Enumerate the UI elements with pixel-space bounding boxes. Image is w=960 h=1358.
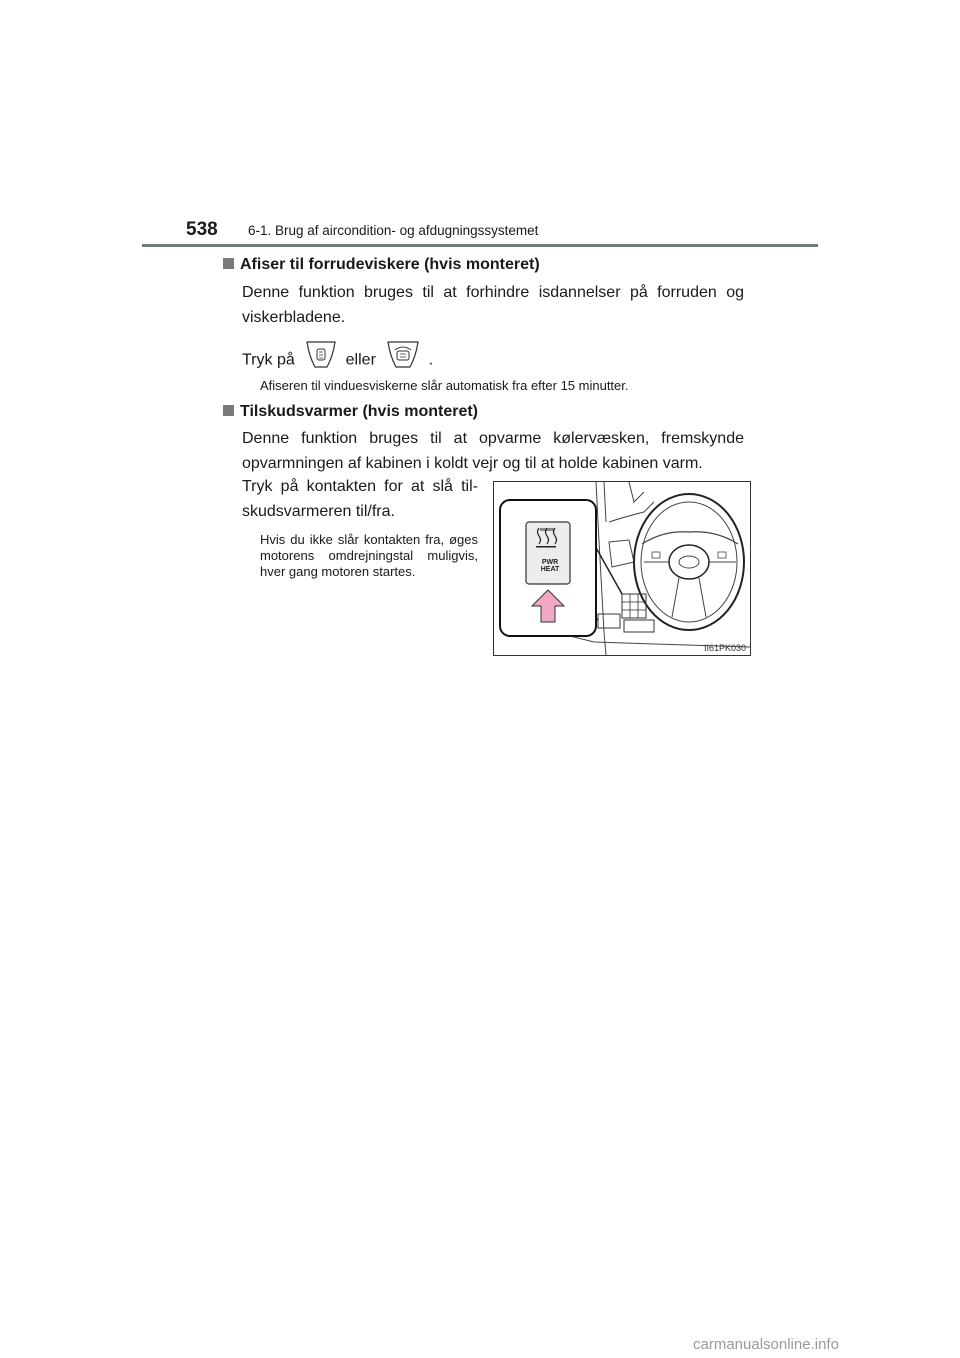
press-prefix: Tryk på [242, 351, 295, 369]
section-note: Afiseren til vinduesviskerne slår automatisk fra efter 15 minutter. [260, 378, 629, 393]
heater-note: Hvis du ikke slår kontakten fra, øges motorens omdrejningstal muligvis, hver gang motoren startes. [260, 532, 478, 579]
press-instruction [242, 340, 433, 381]
page-number: 538 [186, 219, 218, 240]
pwr-label: PWR [541, 559, 559, 566]
heater-button-label [537, 559, 563, 573]
section-heading-text: Tilskudsvarmer (hvis monteret) [240, 403, 479, 420]
section-body-text: Denne funktion bruges til at forhindre isdannelser på forruden og viskerbladene. [242, 284, 744, 326]
square-bullet-icon [223, 258, 234, 269]
section-body-text: Denne funktion bruges til at opvarme kølervæsken, fremskynde opvarmningen af kabinen i koldt vejr og til at holde kabinen varm. [242, 430, 744, 472]
square-bullet-icon [223, 405, 234, 416]
section-heading-aux-heater [223, 403, 478, 421]
press-or: eller [345, 351, 376, 369]
watermark: carmanualsonline.info [693, 1336, 839, 1353]
section-heading-wiper-deicer [223, 256, 540, 274]
figure-code: II61PK030 [703, 643, 746, 653]
heater-instruction: Tryk på kontakten for at slå til-skudsvarmeren til/fra. [242, 478, 478, 520]
heat-label: HEAT [540, 566, 560, 573]
wiper-deicer-alt-icon [386, 340, 420, 381]
header-divider [142, 244, 818, 247]
press-end: . [428, 351, 434, 369]
section-heading-text: Afiser til forrudeviskere (hvis monteret) [240, 256, 540, 273]
chapter-title: 6-1. Brug af aircondition- og afdugningssystemet [248, 223, 539, 238]
dashboard-illustration [493, 481, 751, 656]
dashboard-drawing [494, 482, 750, 655]
wiper-deicer-icon [305, 340, 337, 381]
